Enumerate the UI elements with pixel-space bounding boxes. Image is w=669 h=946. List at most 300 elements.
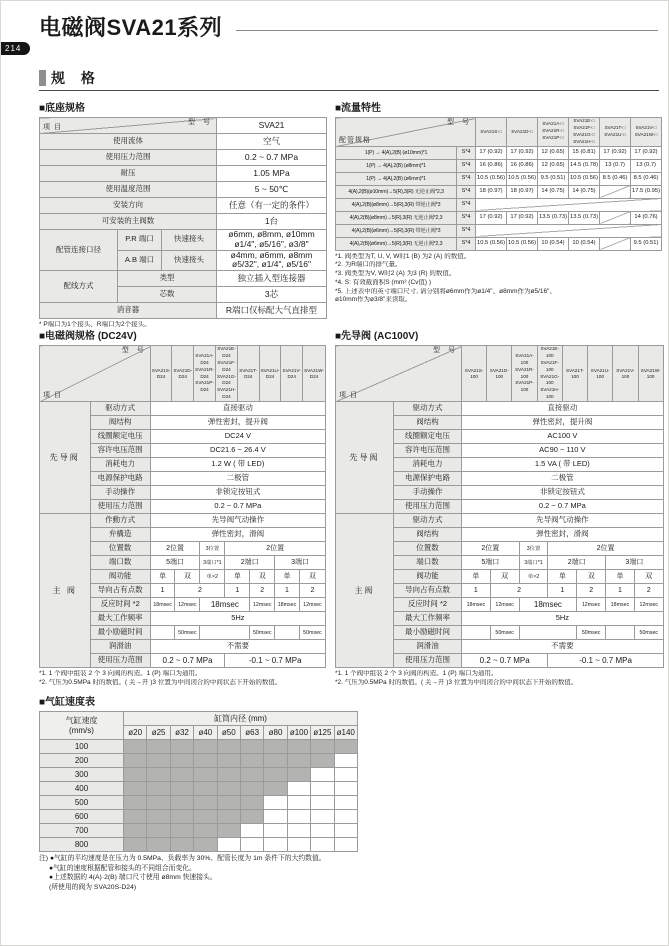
table-cell: 空气	[217, 134, 327, 150]
table-cell: 最小励磁时间	[394, 626, 462, 640]
table-cell: 先导阀	[40, 402, 91, 514]
empty-cell	[264, 796, 287, 810]
table-cell: DC21.6 ~ 26.4 V	[150, 444, 325, 458]
table-cell	[150, 626, 175, 640]
cylinder-speed-table	[39, 711, 358, 852]
table-cell: 4(A),2(B)(ø10mm)→5(R),3(R) 无逆止阀*2,3	[336, 185, 457, 198]
corner-cell	[336, 118, 476, 147]
table-row	[336, 514, 664, 528]
table-cell: -0.1 ~ 0.7 MPa	[225, 654, 326, 668]
table-cell: 17 (0.92)	[476, 211, 507, 224]
corner-top-label: 型 号	[121, 347, 147, 354]
table-cell: 17.5 (0.95)	[631, 185, 662, 198]
table-cell: 5 ~ 50℃	[217, 182, 327, 198]
table-cell: 位置数	[90, 542, 150, 556]
table-cell: 双	[175, 570, 200, 584]
table-cell: 反应时间 *2	[90, 598, 150, 612]
table-cell: 4(A),2(B)(ø6mm)→5(R),3(R) 带逆止阀*3	[336, 224, 457, 237]
table-cell	[600, 211, 631, 224]
table-cell: 5Hz	[150, 612, 325, 626]
table-cell: 18 (0.97)	[476, 185, 507, 198]
applicable-cell	[124, 824, 147, 838]
table-cell: SVA21S-D24	[150, 346, 172, 402]
table-cell: 5Hz	[462, 612, 664, 626]
applicable-cell	[147, 810, 170, 824]
table-cell: SVA21E-□ SVA21F-□ SVA21G-□ SVA21H-□	[569, 118, 600, 147]
cylinder-notes	[39, 854, 326, 892]
bore-tick: ø63	[240, 726, 263, 740]
table-cell: 消音器	[40, 303, 217, 319]
applicable-cell	[194, 810, 217, 824]
table-cell: 12msec	[175, 598, 200, 612]
table-cell: 线圈额定电压	[90, 430, 150, 444]
table-cell: 2位置	[150, 542, 200, 556]
note-line: ø10mm作为ø3/8"来读取。	[335, 296, 412, 304]
applicable-cell	[170, 740, 193, 754]
speed-row	[40, 782, 358, 796]
table-cell: 1	[150, 584, 175, 598]
table-cell: 17 (0.92)	[631, 146, 662, 159]
flow-block	[335, 97, 661, 325]
applicable-cell	[264, 768, 287, 782]
table-cell: 阀功能	[394, 570, 462, 584]
table-cell: 0.2 ~ 0.7 MPa	[150, 500, 325, 514]
bore-tick: ø140	[334, 726, 358, 740]
table-cell: 阀结构	[90, 416, 150, 430]
table-row	[40, 166, 327, 182]
table-cell: 50msec	[175, 626, 200, 640]
table-cell: 阀结构	[394, 416, 462, 430]
table-cell: 10.5 (0.56)	[507, 237, 538, 250]
applicable-cell	[170, 768, 193, 782]
table-cell: 13.5 (0.73)	[569, 211, 600, 224]
empty-cell	[217, 838, 240, 852]
table-cell	[462, 626, 491, 640]
note-line: *1. 1 个阀中组装 2 个 3 向阀的构造。1 (P) 端口为通用。	[39, 670, 202, 678]
table-cell: 任意（有一定的条件）	[217, 198, 327, 214]
applicable-cell	[264, 740, 287, 754]
corner-top-label: 型 号	[447, 119, 472, 126]
table-cell: SVA21T-□ SVA21U-□	[600, 118, 631, 147]
applicable-cell	[124, 810, 147, 824]
ac100-heading: ■先导阀 (AC100V)	[335, 331, 419, 342]
bore-tick: ø40	[194, 726, 217, 740]
table-cell: P.R 端口	[118, 230, 162, 251]
table-cell: 15 (0.81)	[569, 146, 600, 159]
table-cell: S*4	[457, 185, 476, 198]
table-row	[336, 185, 662, 198]
applicable-cell	[264, 754, 287, 768]
corner-top-label: 型 号	[433, 347, 458, 354]
table-row	[336, 237, 662, 250]
table-cell: 2端口	[548, 556, 606, 570]
table-cell: 双	[490, 570, 519, 584]
table-row	[40, 134, 327, 150]
table-row	[40, 182, 327, 198]
empty-cell	[334, 754, 358, 768]
speed-label: 200	[40, 754, 124, 768]
applicable-cell	[147, 754, 170, 768]
table-cell: 电源保护电路	[90, 472, 150, 486]
table-cell: 弹性密封，提升阀	[150, 416, 325, 430]
table-cell: S*4	[457, 159, 476, 172]
table-row	[40, 118, 327, 134]
table-cell: S*4	[457, 172, 476, 185]
table-cell: 单	[150, 570, 175, 584]
table-cell: 润滑油	[394, 640, 462, 654]
empty-cell	[311, 782, 334, 796]
table-cell: 1(P) → 4(A),2(B) (ø6mm)*1	[336, 172, 457, 185]
table-cell: 3位置	[200, 542, 225, 556]
table-cell: 单×2	[200, 570, 225, 584]
table-row	[336, 118, 662, 147]
empty-cell	[334, 838, 358, 852]
table-cell: 50msec	[490, 626, 519, 640]
applicable-cell	[170, 810, 193, 824]
table-cell: 不需要	[150, 640, 325, 654]
section-header	[39, 68, 659, 91]
table-cell: 13 (0.7)	[631, 159, 662, 172]
table-cell: 12msec	[299, 598, 325, 612]
table-cell: 2	[490, 584, 548, 598]
table-cell: S*4	[457, 146, 476, 159]
speed-row	[40, 838, 358, 852]
applicable-cell	[194, 754, 217, 768]
dc24-notes	[39, 670, 326, 688]
empty-cell	[334, 796, 358, 810]
empty-cell	[287, 796, 310, 810]
corner-cell	[40, 118, 217, 134]
corner-bottom-label: 项 目	[43, 123, 62, 131]
applicable-cell	[240, 796, 263, 810]
applicable-cell	[287, 740, 310, 754]
dc24-block	[39, 325, 326, 686]
table-cell: SVA21V-□ SVA21W-□	[631, 118, 662, 147]
table-cell: 阀结构	[394, 528, 462, 542]
table-cell: SVA21A-100 SVA21R-100 SVA21P-100	[512, 346, 537, 402]
bore-tick: ø125	[311, 726, 334, 740]
table-cell: 阀功能	[90, 570, 150, 584]
ac100-table	[335, 345, 664, 668]
corner-bottom-label: 项 目	[43, 392, 62, 400]
applicable-cell	[147, 740, 170, 754]
empty-cell	[334, 824, 358, 838]
table-cell: S*4	[457, 211, 476, 224]
note-line: ●气缸的速度根据配管和接头的不同组合而变化。	[49, 864, 196, 872]
table-cell: 12msec	[490, 598, 519, 612]
table-cell: AC100 V	[462, 430, 664, 444]
table-cell: 单	[462, 570, 491, 584]
applicable-cell	[147, 824, 170, 838]
table-row	[40, 303, 327, 319]
table-cell: 先导阀	[336, 402, 394, 514]
applicable-cell	[170, 754, 193, 768]
table-cell: 3端口*1	[519, 556, 548, 570]
note-line: *2. 气压为0.5MPa 时的数值。( 关→开 )3 位置为中间闭合的中间状态下开始的数值。	[335, 678, 578, 686]
table-row	[336, 224, 662, 237]
table-row	[336, 346, 664, 402]
applicable-cell	[264, 782, 287, 796]
table-cell: 2	[175, 584, 225, 598]
table-cell: 2	[577, 584, 606, 598]
table-cell: 18 (0.97)	[507, 185, 538, 198]
table-row	[40, 198, 327, 214]
table-cell: 0.2 ~ 0.7 MPa	[150, 654, 225, 668]
table-cell: 使用流体	[40, 134, 217, 150]
applicable-cell	[194, 782, 217, 796]
table-cell: 端口数	[394, 556, 462, 570]
table-cell: R端口仅标配大气直排型	[217, 303, 327, 319]
base-spec-block	[39, 97, 326, 329]
corner-bottom-label: 配管规格	[339, 136, 371, 144]
dc24-table	[39, 345, 326, 668]
table-cell: ø4mm, ø6mm, ø8mm ø5/32", ø1/4", ø5/16"	[217, 250, 327, 271]
table-cell: 安装方向	[40, 198, 217, 214]
table-cell: 17 (0.92)	[507, 211, 538, 224]
applicable-cell	[147, 782, 170, 796]
speed-row	[40, 810, 358, 824]
table-cell	[200, 626, 250, 640]
applicable-cell	[334, 740, 358, 754]
applicable-cell	[147, 768, 170, 782]
empty-cell	[287, 810, 310, 824]
speed-row	[40, 740, 358, 754]
base-spec-table	[39, 117, 327, 319]
table-cell: 最大工作频率	[394, 612, 462, 626]
table-cell: 消耗电力	[90, 458, 150, 472]
table-cell: 弹性密封，滑阀	[462, 528, 664, 542]
applicable-cell	[147, 838, 170, 852]
applicable-cell	[240, 782, 263, 796]
table-cell: 12msec	[634, 598, 663, 612]
table-cell: 10.5 (0.56)	[476, 172, 507, 185]
table-cell: 使用压力范围	[40, 150, 217, 166]
applicable-cell	[311, 740, 334, 754]
table-cell: SVA21U-D24	[259, 346, 281, 402]
table-cell: 1	[225, 584, 250, 598]
table-cell: 非锁定按钮式	[150, 486, 325, 500]
corner-bottom-label: 项 目	[339, 392, 358, 400]
applicable-cell	[124, 796, 147, 810]
note-line: *2. 为R端口的排气量。	[335, 261, 402, 269]
empty-cell	[264, 810, 287, 824]
empty-cell	[311, 838, 334, 852]
table-cell: 2端口	[225, 556, 275, 570]
cylinder-block	[39, 691, 355, 892]
table-row	[40, 230, 327, 251]
note-line: * P端口为1个接头、R端口为2个接头。	[39, 321, 151, 329]
table-row	[336, 198, 662, 211]
table-cell: 配管连接口径	[40, 230, 118, 271]
table-cell: 2位置	[462, 542, 520, 556]
table-cell: 3端口	[275, 556, 326, 570]
table-cell: 先导阀气动操作	[150, 514, 325, 528]
table-cell: 10.5 (0.56)	[507, 172, 538, 185]
table-cell: 50msec	[634, 626, 663, 640]
empty-cell	[240, 824, 263, 838]
table-cell: 18msec	[275, 598, 300, 612]
table-cell: 导向占有点数	[90, 584, 150, 598]
table-cell: 驱动方式	[90, 402, 150, 416]
empty-cell	[334, 782, 358, 796]
table-cell: 端口数	[90, 556, 150, 570]
speed-label: 700	[40, 824, 124, 838]
table-cell: -0.1 ~ 0.7 MPa	[548, 654, 663, 668]
applicable-cell	[217, 754, 240, 768]
table-cell: 配线方式	[40, 271, 118, 303]
applicable-cell	[217, 796, 240, 810]
applicable-cell	[147, 796, 170, 810]
applicable-cell	[170, 838, 193, 852]
table-cell: 双	[299, 570, 325, 584]
table-cell: SVA21	[217, 118, 327, 134]
note-line: 注) ●气缸的平均速度是在压力为 0.5MPa、负载率为 30%、配管长度为 1m 条件下的大约数值。	[39, 855, 326, 862]
note-line: (所使用的阀为 SVA20S-D24)	[49, 883, 137, 891]
table-cell: 4(A),2(B)(ø6mm)→5(R),3(R) 无逆止阀*2,3	[336, 237, 457, 250]
table-cell: 14 (0.75)	[569, 185, 600, 198]
table-cell: 单×2	[519, 570, 548, 584]
applicable-cell	[170, 824, 193, 838]
empty-cell	[264, 838, 287, 852]
table-cell: 驱动方式	[394, 514, 462, 528]
note-line: *5. 上述表中的英寸端口尺寸, 请分别将ø6mm作为ø1/4"、ø8mm作为ø5/16"、	[335, 287, 556, 295]
table-cell: 手动操作	[90, 486, 150, 500]
applicable-cell	[124, 740, 147, 754]
note-line: *1. 阀类型为T, U, V, W时1 (B) 为2 (A) 的数值。	[335, 252, 471, 260]
table-cell: 导向占有点数	[394, 584, 462, 598]
table-cell	[600, 237, 631, 250]
table-cell: 双	[634, 570, 663, 584]
table-cell: DC24 V	[150, 430, 325, 444]
table-cell: 12msec	[577, 598, 606, 612]
table-cell: 14.5 (0.78)	[569, 159, 600, 172]
note-line: *1. 1 个阀中组装 2 个 3 向阀的构造。1 (P) 端口为通用。	[335, 670, 498, 678]
table-cell: 16 (0.86)	[476, 159, 507, 172]
empty-cell	[311, 810, 334, 824]
table-row	[336, 402, 664, 416]
table-cell: 0.2 ~ 0.7 MPa	[217, 150, 327, 166]
table-cell: SVA21D-□	[507, 118, 538, 147]
table-cell: 4(A),2(B)(ø8mm)→5(R),3(R) 带逆止阀*3	[336, 198, 457, 211]
bore-tick: ø20	[124, 726, 147, 740]
table-cell: SVA21E-100 SVA21F-100 SVA21G-100 SVA21H-100	[537, 346, 562, 402]
table-cell	[476, 224, 662, 237]
table-cell: 直接驱动	[462, 402, 664, 416]
table-cell: 8.5 (0.46)	[631, 172, 662, 185]
table-cell: 弹性密封，滑阀	[150, 528, 325, 542]
table-row	[336, 146, 662, 159]
table-cell: 3端口	[606, 556, 664, 570]
table-cell: 16 (0.86)	[507, 159, 538, 172]
table-cell: 手动操作	[394, 486, 462, 500]
note-line: *4. S: 有效截面积S (mm² (Cv值) )	[335, 278, 432, 286]
speed-label: 400	[40, 782, 124, 796]
note-line: ●上述数据的 4(A)·2(B) 端口尺寸使用 ø8mm 快速接头。	[49, 874, 217, 882]
applicable-cell	[124, 754, 147, 768]
table-cell: 芯数	[118, 287, 217, 303]
table-cell: SVA21W-D24	[302, 346, 325, 402]
table-cell: 非锁定按钮式	[462, 486, 664, 500]
spec-columns	[1, 91, 668, 892]
table-row	[336, 159, 662, 172]
applicable-cell	[194, 824, 217, 838]
table-cell: 直接驱动	[150, 402, 325, 416]
bore-tick: ø100	[287, 726, 310, 740]
table-cell: 1(P) → 4(A),2(B) (ø8mm)*1	[336, 159, 457, 172]
table-cell: 12 (0.65)	[538, 159, 569, 172]
table-cell: 线圈额定电压	[394, 430, 462, 444]
table-cell: 二极管	[150, 472, 325, 486]
applicable-cell	[217, 740, 240, 754]
table-cell: 耐压	[40, 166, 217, 182]
table-cell: 0.2 ~ 0.7 MPa	[462, 654, 548, 668]
applicable-cell	[240, 810, 263, 824]
speed-label: 300	[40, 768, 124, 782]
table-cell: 12msec	[250, 598, 275, 612]
table-cell: 二极管	[462, 472, 664, 486]
applicable-cell	[124, 782, 147, 796]
table-cell: 使用温度范围	[40, 182, 217, 198]
table-cell: SVA21U-100	[588, 346, 613, 402]
applicable-cell	[217, 810, 240, 824]
bore-tick: ø50	[217, 726, 240, 740]
section-title: 规 格	[51, 70, 101, 86]
table-cell: 双	[250, 570, 275, 584]
table-cell: 类型	[118, 271, 217, 287]
corner-cell	[40, 346, 151, 402]
table-cell: SVA21S-□	[476, 118, 507, 147]
flow-notes	[335, 253, 661, 306]
ac100-block	[335, 325, 661, 686]
right-column	[335, 97, 661, 686]
empty-cell	[311, 768, 334, 782]
table-cell: 独立插入型连接器	[217, 271, 327, 287]
table-cell: A.B 端口	[118, 250, 162, 271]
table-row	[40, 514, 326, 528]
table-cell: 18msec	[519, 598, 577, 612]
applicable-cell	[240, 740, 263, 754]
table-cell: 驱动方式	[394, 402, 462, 416]
table-cell: 快速接头	[162, 230, 217, 251]
applicable-cell	[287, 754, 310, 768]
table-cell: 18msec	[150, 598, 175, 612]
table-cell: 8.5 (0.46)	[600, 172, 631, 185]
table-cell	[606, 626, 635, 640]
table-cell: 使用压力范围	[90, 654, 150, 668]
applicable-cell	[194, 740, 217, 754]
table-cell: SVA21D-100	[487, 346, 512, 402]
table-cell: ø6mm, ø8mm, ø10mm ø1/4", ø5/16", ø3/8"	[217, 230, 327, 251]
table-cell: 弹性密封，提升阀	[462, 416, 664, 430]
table-cell: 1台	[217, 214, 327, 230]
table-row	[40, 214, 327, 230]
flow-characteristics-table	[335, 117, 662, 251]
table-cell: 0.2 ~ 0.7 MPa	[462, 500, 664, 514]
speed-label: 600	[40, 810, 124, 824]
table-cell: AC90 ~ 110 V	[462, 444, 664, 458]
table-cell: 3芯	[217, 287, 327, 303]
table-cell: 10.5 (0.56)	[569, 172, 600, 185]
table-cell: SVA21D-D24	[172, 346, 194, 402]
table-cell: 电源保护电路	[394, 472, 462, 486]
speed-label: 100	[40, 740, 124, 754]
table-cell: 50msec	[299, 626, 325, 640]
applicable-cell	[240, 768, 263, 782]
table-cell: 单	[275, 570, 300, 584]
table-cell: 18msec	[606, 598, 635, 612]
table-cell: 18msec	[200, 598, 250, 612]
table-row	[40, 150, 327, 166]
